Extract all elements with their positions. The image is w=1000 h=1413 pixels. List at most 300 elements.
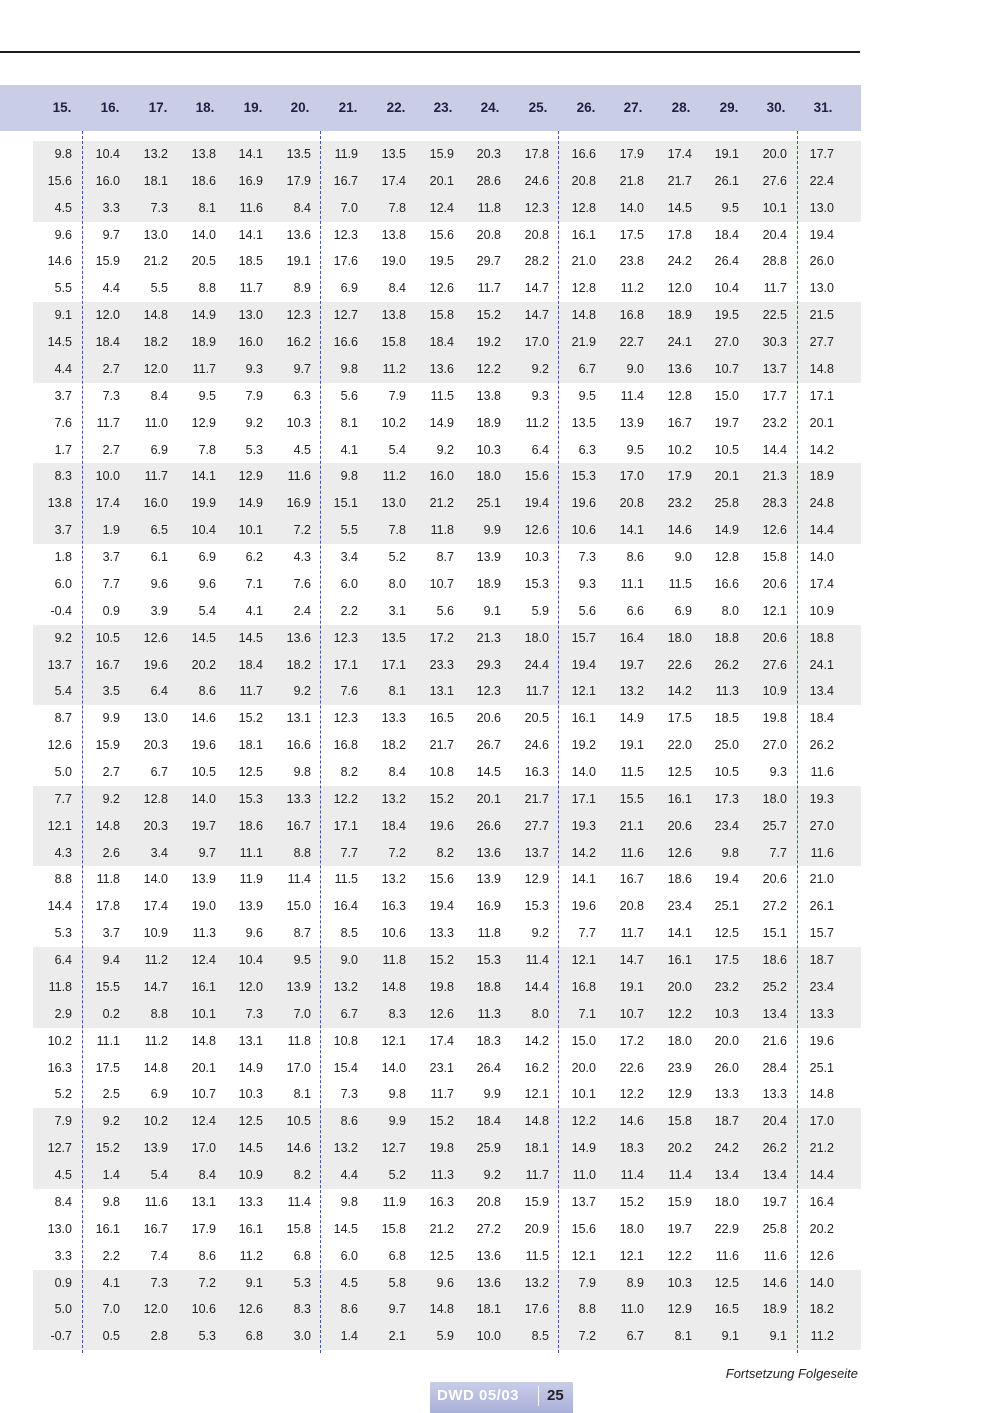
table-cell: 28.8: [762, 254, 787, 269]
table-cell: 16.1: [571, 711, 596, 726]
table-cell: 18.9: [476, 415, 501, 430]
table-cell: 22.7: [619, 335, 644, 350]
table-cell: 18.9: [667, 308, 692, 323]
table-cell: 20.2: [667, 1141, 692, 1156]
table-cell: 3.4: [340, 550, 358, 565]
table-cell: 3.9: [150, 603, 168, 618]
table-cell: 24.1: [809, 657, 834, 672]
table-cell: 15.9: [524, 1194, 549, 1209]
table-cell: 12.8: [143, 791, 168, 806]
table-cell: 19.7: [619, 657, 644, 672]
table-cell: 12.5: [714, 926, 739, 941]
table-cell: 21.5: [809, 308, 834, 323]
table-cell: 15.6: [429, 227, 454, 242]
table-cell: 18.4: [476, 1114, 501, 1129]
table-cell: 11.5: [620, 765, 644, 779]
table-cell: 13.1: [238, 1033, 263, 1048]
table-cell: 7.8: [388, 523, 406, 538]
table-cell: 16.6: [333, 335, 358, 350]
table-cell: 12.5: [667, 765, 692, 779]
table-cell: 7.9: [245, 388, 263, 403]
table-cell: 14.2: [571, 845, 596, 860]
table-cell: 7.2: [578, 1329, 596, 1344]
table-cell: 13.6: [476, 1248, 501, 1263]
table-cell: 21.1: [619, 818, 644, 833]
table-cell: 18.9: [809, 469, 834, 484]
table-cell: 15.3: [238, 791, 263, 806]
table-cell: 19.7: [714, 415, 739, 430]
table-cell: 12.6: [809, 1248, 834, 1263]
table-cell: 16.3: [47, 1060, 72, 1075]
table-cell: 13.3: [381, 711, 406, 726]
table-cell: 10.4: [191, 523, 216, 538]
column-header: 24.: [480, 100, 500, 115]
table-cell: 0.2: [102, 1006, 120, 1021]
week-separator: [558, 131, 559, 1353]
publication-label: DWD 05/03: [437, 1387, 520, 1404]
table-cell: 17.4: [809, 576, 834, 591]
table-cell: 14.1: [238, 147, 263, 161]
table-cell: 5.4: [198, 603, 216, 618]
table-cell: 14.5: [667, 200, 692, 215]
table-cell: 13.5: [286, 147, 311, 161]
table-cell: 18.4: [714, 227, 739, 242]
table-row: [33, 517, 861, 544]
table-cell: 13.0: [238, 308, 263, 323]
table-cell: 18.0: [762, 791, 787, 806]
table-cell: 11.8: [382, 953, 406, 968]
table-cell: 3.4: [150, 845, 168, 860]
continue-note: Fortsetzung Folgeseite: [725, 1366, 858, 1381]
table-cell: 13.4: [762, 1006, 787, 1021]
table-cell: 14.6: [619, 1114, 644, 1129]
table-cell: -0.7: [50, 1329, 72, 1344]
table-cell: 10.3: [476, 442, 501, 457]
table-cell: 14.6: [286, 1141, 311, 1156]
table-cell: 2.7: [102, 442, 120, 457]
table-cell: 7.8: [388, 200, 406, 215]
table-cell: 11.7: [620, 926, 644, 941]
table-cell: 26.4: [476, 1060, 501, 1075]
table-row: [33, 1055, 861, 1082]
table-cell: 2.7: [102, 361, 120, 376]
column-header: 23.: [433, 100, 453, 115]
table-row: [33, 463, 861, 490]
table-cell: 15.2: [619, 1194, 644, 1209]
table-cell: 19.4: [809, 227, 834, 242]
table-cell: 5.8: [388, 1275, 406, 1290]
table-cell: 13.8: [191, 147, 216, 161]
table-cell: 11.2: [144, 953, 168, 968]
table-cell: 24.8: [809, 496, 834, 511]
table-cell: 18.0: [667, 630, 692, 645]
table-cell: 13.6: [429, 361, 454, 376]
table-cell: 10.1: [238, 523, 263, 538]
table-cell: 10.9: [809, 603, 834, 618]
table-cell: 14.9: [619, 711, 644, 726]
table-cell: 1.4: [340, 1329, 358, 1344]
table-cell: 18.2: [143, 335, 168, 350]
table-cell: 18.4: [95, 335, 120, 350]
table-cell: 20.9: [524, 1221, 549, 1236]
table-cell: 14.8: [143, 1060, 168, 1075]
table-cell: 10.2: [381, 415, 406, 430]
table-cell: 17.9: [667, 469, 692, 484]
table-cell: 4.5: [340, 1275, 358, 1290]
table-row: [33, 759, 861, 786]
table-cell: 14.4: [524, 979, 549, 994]
table-cell: 14.8: [571, 308, 596, 323]
table-cell: 13.7: [762, 361, 787, 376]
table-cell: 11.0: [572, 1168, 596, 1183]
table-cell: 23.2: [714, 979, 739, 994]
table-cell: 17.4: [429, 1033, 454, 1048]
column-header: 20.: [290, 100, 310, 115]
table-cell: 18.8: [809, 630, 834, 645]
table-cell: 15.9: [667, 1194, 692, 1209]
table-cell: 8.0: [721, 603, 739, 618]
table-cell: 13.3: [762, 1087, 787, 1102]
table-cell: 7.7: [578, 926, 596, 941]
table-cell: 16.7: [333, 173, 358, 188]
table-cell: 11.3: [477, 1006, 501, 1021]
table-cell: 16.1: [667, 953, 692, 968]
table-cell: 24.2: [667, 254, 692, 269]
table-cell: 22.4: [809, 173, 834, 188]
table-cell: 8.8: [293, 845, 311, 860]
table-cell: 8.1: [198, 200, 216, 215]
table-cell: 9.5: [198, 388, 216, 403]
table-cell: 1.7: [54, 442, 72, 457]
table-cell: 19.2: [476, 335, 501, 350]
table-cell: 13.6: [667, 361, 692, 376]
table-cell: 15.2: [476, 308, 501, 323]
column-header: 26.: [576, 100, 596, 115]
table-cell: 14.8: [429, 1302, 454, 1317]
table-cell: 21.3: [476, 630, 501, 645]
table-cell: 12.3: [333, 227, 358, 242]
table-cell: 17.2: [619, 1033, 644, 1048]
table-cell: 19.6: [143, 657, 168, 672]
table-cell: 26.0: [714, 1060, 739, 1075]
table-cell: 10.6: [191, 1302, 216, 1317]
table-cell: 12.9: [667, 1302, 692, 1317]
table-cell: 26.2: [714, 657, 739, 672]
table-cell: 28.2: [524, 254, 549, 269]
table-cell: 10.3: [667, 1275, 692, 1290]
table-cell: 20.8: [476, 1194, 501, 1209]
table-row: [33, 866, 861, 893]
table-cell: 26.0: [809, 254, 834, 269]
table-cell: 27.6: [762, 657, 787, 672]
table-cell: 13.5: [571, 415, 596, 430]
column-header: 16.: [100, 100, 120, 115]
table-cell: 21.2: [143, 254, 168, 269]
table-cell: 8.4: [54, 1194, 72, 1209]
table-cell: 11.4: [668, 1168, 692, 1183]
table-cell: 0.9: [54, 1275, 72, 1290]
table-cell: 21.7: [429, 738, 454, 753]
table-cell: 2.2: [102, 1248, 120, 1263]
table-cell: 15.8: [381, 335, 406, 350]
table-cell: 14.1: [238, 227, 263, 242]
table-cell: 6.8: [388, 1248, 406, 1263]
table-cell: 5.9: [436, 1329, 454, 1344]
table-cell: 14.6: [191, 711, 216, 726]
table-cell: 6.9: [198, 550, 216, 565]
table-cell: 11.2: [382, 469, 406, 484]
table-cell: 3.7: [54, 388, 72, 403]
table-cell: 13.8: [476, 388, 501, 403]
table-cell: 19.7: [667, 1221, 692, 1236]
table-cell: 5.5: [54, 281, 72, 296]
table-cell: 16.0: [238, 335, 263, 350]
table-cell: 12.0: [238, 979, 263, 994]
column-header: 28.: [671, 100, 691, 115]
table-cell: 12.6: [524, 523, 549, 538]
table-cell: 16.9: [286, 496, 311, 511]
table-cell: 8.2: [436, 845, 454, 860]
table-cell: 9.9: [483, 523, 501, 538]
table-cell: 14.0: [809, 1275, 834, 1290]
column-header: 25.: [528, 100, 548, 115]
table-cell: 2.9: [54, 1006, 72, 1021]
table-cell: 4.4: [54, 361, 72, 376]
week-separator: [82, 131, 83, 1353]
table-cell: 23.2: [667, 496, 692, 511]
table-cell: 14.8: [143, 308, 168, 323]
table-cell: 10.4: [95, 147, 120, 161]
table-cell: 15.6: [47, 173, 72, 188]
table-cell: 20.8: [619, 496, 644, 511]
table-cell: 11.6: [810, 845, 834, 860]
table-cell: 12.9: [191, 415, 216, 430]
table-cell: 11.8: [477, 926, 501, 941]
table-cell: 19.5: [429, 254, 454, 269]
table-row: [33, 1243, 861, 1270]
table-cell: 18.1: [524, 1141, 549, 1156]
table-cell: 19.7: [191, 818, 216, 833]
table-row: [33, 1296, 861, 1323]
table-cell: 14.8: [381, 979, 406, 994]
table-cell: 20.1: [714, 469, 739, 484]
table-cell: 9.2: [102, 1114, 120, 1129]
table-cell: 20.1: [809, 415, 834, 430]
table-cell: 20.0: [714, 1033, 739, 1048]
table-cell: 17.2: [429, 630, 454, 645]
data-table: [33, 141, 861, 1350]
table-cell: 13.1: [191, 1194, 216, 1209]
table-cell: 14.7: [619, 953, 644, 968]
table-cell: 0.9: [102, 603, 120, 618]
table-row: [33, 625, 861, 652]
table-cell: 7.4: [150, 1248, 168, 1263]
table-cell: 13.0: [809, 200, 834, 215]
table-cell: 21.6: [762, 1033, 787, 1048]
table-cell: 15.3: [524, 899, 549, 914]
table-cell: 12.1: [524, 1087, 549, 1102]
table-cell: 7.7: [340, 845, 358, 860]
table-cell: 5.5: [340, 523, 358, 538]
table-cell: 20.0: [571, 1060, 596, 1075]
table-cell: 5.4: [54, 684, 72, 699]
table-cell: 11.7: [144, 469, 168, 484]
table-cell: 14.9: [238, 1060, 263, 1075]
table-cell: 14.7: [524, 281, 549, 296]
column-header: 17.: [148, 100, 168, 115]
table-cell: 14.9: [571, 1141, 596, 1156]
table-cell: 11.8: [287, 1033, 311, 1048]
table-cell: 27.0: [714, 335, 739, 350]
table-cell: 16.4: [619, 630, 644, 645]
table-cell: 18.1: [238, 738, 263, 753]
column-header: 31.: [813, 100, 833, 115]
table-cell: 23.3: [429, 657, 454, 672]
table-cell: 12.0: [667, 281, 692, 296]
table-cell: 14.0: [381, 1060, 406, 1075]
table-cell: 17.4: [381, 173, 406, 188]
table-cell: 13.9: [476, 550, 501, 565]
table-cell: 8.6: [340, 1114, 358, 1129]
table-cell: 25.0: [714, 738, 739, 753]
table-cell: 10.9: [762, 684, 787, 699]
table-cell: 14.8: [95, 818, 120, 833]
table-cell: 4.1: [340, 442, 358, 457]
table-cell: 15.0: [571, 1033, 596, 1048]
table-cell: 15.2: [429, 953, 454, 968]
table-cell: 18.0: [667, 1033, 692, 1048]
table-cell: 6.0: [54, 576, 72, 591]
table-row: [33, 383, 861, 410]
table-cell: 25.8: [762, 1221, 787, 1236]
table-row: [33, 1270, 861, 1297]
table-cell: 12.3: [333, 711, 358, 726]
table-row: [33, 1108, 861, 1135]
table-cell: 11.5: [334, 872, 358, 887]
table-cell: 6.7: [340, 1006, 358, 1021]
table-cell: 10.2: [47, 1033, 72, 1048]
table-cell: 8.4: [150, 388, 168, 403]
table-cell: 12.8: [667, 388, 692, 403]
table-cell: 12.7: [333, 308, 358, 323]
table-cell: 9.8: [102, 1194, 120, 1209]
table-cell: 13.8: [381, 308, 406, 323]
table-row: [33, 490, 861, 517]
table-cell: 15.0: [286, 899, 311, 914]
table-cell: 14.9: [238, 496, 263, 511]
table-cell: 8.7: [436, 550, 454, 565]
table-cell: 14.5: [47, 335, 72, 350]
table-cell: 11.7: [525, 1168, 549, 1183]
table-cell: 15.5: [619, 791, 644, 806]
table-cell: 14.5: [333, 1221, 358, 1236]
table-cell: 14.4: [47, 899, 72, 914]
table-row: [33, 786, 861, 813]
table-cell: 13.0: [143, 227, 168, 242]
table-cell: 0.5: [102, 1329, 120, 1344]
table-row: [33, 1028, 861, 1055]
table-cell: 16.8: [571, 979, 596, 994]
table-cell: 9.8: [54, 147, 72, 161]
week-separator: [320, 131, 321, 1353]
table-cell: 9.3: [769, 765, 787, 779]
table-cell: 11.6: [287, 469, 311, 484]
table-cell: 16.5: [714, 1302, 739, 1317]
table-row: [33, 544, 861, 571]
table-cell: 12.0: [143, 361, 168, 376]
table-cell: 15.1: [762, 926, 787, 941]
table-cell: 8.1: [674, 1329, 692, 1344]
table-cell: 20.4: [762, 227, 787, 242]
table-cell: 16.8: [619, 308, 644, 323]
table-cell: 4.1: [102, 1275, 120, 1290]
table-cell: 12.5: [714, 1275, 739, 1290]
table-cell: 16.3: [429, 1194, 454, 1209]
table-cell: 17.8: [95, 899, 120, 914]
table-cell: 14.1: [619, 523, 644, 538]
table-cell: 23.4: [714, 818, 739, 833]
table-cell: 13.2: [333, 1141, 358, 1156]
column-header: 27.: [623, 100, 643, 115]
table-cell: 20.0: [667, 979, 692, 994]
table-cell: 9.2: [531, 361, 549, 376]
table-cell: 21.2: [809, 1141, 834, 1156]
table-cell: 15.3: [524, 576, 549, 591]
table-cell: 27.7: [524, 818, 549, 833]
table-cell: 14.7: [524, 308, 549, 323]
table-cell: 12.1: [47, 818, 72, 833]
table-cell: 21.2: [429, 1221, 454, 1236]
table-cell: 11.6: [715, 1248, 739, 1263]
table-cell: 1.4: [102, 1168, 120, 1183]
table-cell: 13.4: [762, 1168, 787, 1183]
table-cell: 14.7: [143, 979, 168, 994]
table-cell: 26.6: [476, 818, 501, 833]
table-cell: 1.8: [54, 550, 72, 565]
table-cell: 3.7: [102, 550, 120, 565]
table-cell: 12.5: [238, 765, 263, 779]
table-cell: 3.7: [54, 523, 72, 538]
table-cell: 11.7: [239, 684, 263, 699]
table-cell: 9.5: [578, 388, 596, 403]
table-cell: 9.9: [102, 711, 120, 726]
table-cell: 14.4: [762, 442, 787, 457]
table-cell: 9.8: [721, 845, 739, 860]
table-cell: 10.9: [143, 926, 168, 941]
table-row: [33, 813, 861, 840]
table-cell: 9.1: [245, 1275, 263, 1290]
table-cell: 7.0: [340, 200, 358, 215]
table-cell: 3.3: [54, 1248, 72, 1263]
table-cell: 11.6: [810, 765, 834, 779]
table-cell: 11.4: [620, 1168, 644, 1183]
table-cell: 19.1: [286, 254, 311, 269]
table-cell: 24.2: [714, 1141, 739, 1156]
table-cell: 11.4: [620, 388, 644, 403]
table-cell: 20.6: [762, 872, 787, 887]
table-cell: 6.9: [150, 1087, 168, 1102]
table-cell: 11.3: [430, 1168, 454, 1183]
table-cell: 17.5: [95, 1060, 120, 1075]
table-cell: 5.2: [388, 1168, 406, 1183]
table-cell: 18.9: [762, 1302, 787, 1317]
table-cell: 23.4: [667, 899, 692, 914]
table-cell: 10.7: [714, 361, 739, 376]
table-cell: 8.1: [340, 415, 358, 430]
table-cell: 9.2: [102, 791, 120, 806]
table-cell: 10.0: [476, 1329, 501, 1344]
table-cell: 16.0: [143, 496, 168, 511]
